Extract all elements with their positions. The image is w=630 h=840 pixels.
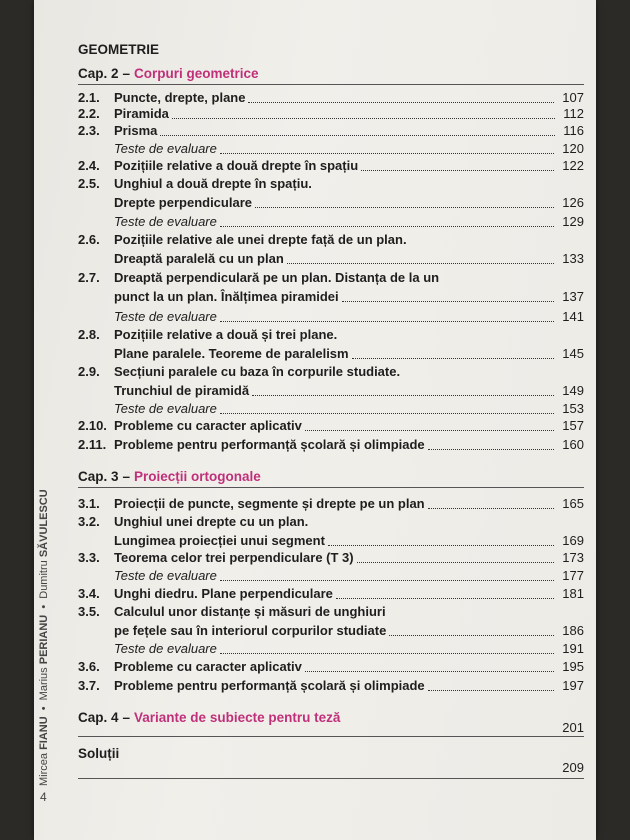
- entry-title: Prisma: [114, 123, 158, 138]
- chapter-label: Cap. 3: [78, 469, 119, 484]
- author3-last: SĂVULESCU: [38, 489, 50, 558]
- page-ref: 169: [562, 533, 584, 548]
- entry-title-cont: pe fețele sau în interiorul corpurilor studiate: [114, 623, 387, 638]
- page-ref: 165: [562, 496, 584, 511]
- leader-dots: [160, 135, 555, 136]
- chapter-dash: –: [122, 710, 131, 725]
- leader-dots: [361, 170, 554, 171]
- toc-entry-tests: [78, 141, 584, 159]
- chapter-label: Cap. 4: [78, 710, 119, 725]
- entry-title: Probleme pentru performanță școlară și olimpiade: [114, 437, 425, 452]
- toc-entry: [78, 123, 584, 141]
- leader-dots: [220, 321, 554, 322]
- entry-title: Probleme pentru performanță școlară și olimpiade: [114, 678, 425, 693]
- author1-last: FIANU: [38, 716, 50, 750]
- author3-first: Dumitru: [38, 560, 50, 599]
- toc-entry-tests: [78, 641, 584, 659]
- page-ref: 195: [562, 659, 584, 674]
- toc-entry-line1: [78, 604, 584, 622]
- leader-dots: [248, 102, 554, 103]
- author1-first: Mircea: [38, 752, 50, 786]
- chapter-title: Variante de subiecte pentru teză: [134, 710, 341, 725]
- author-spine: [38, 430, 54, 790]
- chapter-underline: [78, 84, 584, 85]
- entry-title: Dreaptă perpendiculară pe un plan. Distanța de la un: [114, 270, 440, 285]
- leader-dots: [336, 598, 554, 599]
- toc-entry: [78, 586, 584, 604]
- page-ref: 201: [562, 720, 584, 735]
- page-ref: 209: [562, 760, 584, 775]
- entry-title: Teste de evaluare: [114, 568, 217, 583]
- leader-dots: [220, 413, 554, 414]
- page-ref: 177: [562, 568, 584, 583]
- page-ref: 191: [562, 641, 584, 656]
- entry-title-cont: Dreaptă paralelă cu un plan: [114, 251, 284, 266]
- entry-title-cont: Drepte perpendiculare: [114, 195, 252, 210]
- page-ref: 112: [563, 106, 584, 121]
- solutions-page-row: [78, 760, 584, 778]
- toc-entry-line1: [78, 514, 584, 532]
- entry-number: 2.2.: [78, 106, 100, 121]
- entry-title: Calculul unor distanțe și măsuri de unghiuri: [114, 604, 386, 619]
- leader-dots: [357, 562, 554, 563]
- chapter-title: Proiecții ortogonale: [134, 469, 261, 484]
- leader-dots: [220, 226, 554, 227]
- chapter-title: Corpuri geometrice: [134, 66, 259, 81]
- toc-entry-tests: [78, 401, 584, 419]
- page-ref: 133: [562, 251, 584, 266]
- toc-entry: [78, 251, 584, 269]
- entry-title: Proiecții de puncte, segmente și drepte pe un plan: [114, 496, 425, 511]
- entry-title-cont: Trunchiul de piramidă: [114, 383, 250, 398]
- entry-title: Puncte, drepte, plane: [114, 90, 246, 105]
- entry-number: 2.6.: [78, 232, 100, 247]
- entry-number: 3.5.: [78, 604, 100, 619]
- toc-entry: [78, 533, 584, 551]
- page-ref: 126: [562, 195, 584, 210]
- page-ref: 153: [562, 401, 584, 416]
- toc-entry-tests: [78, 309, 584, 327]
- entry-title: Teste de evaluare: [114, 309, 217, 324]
- entry-title: Teste de evaluare: [114, 401, 217, 416]
- toc-entry-tests: [78, 214, 584, 232]
- page-number: 4: [40, 790, 47, 804]
- page-ref: 197: [562, 678, 584, 693]
- entry-number: 3.1.: [78, 496, 100, 511]
- page-ref: 122: [562, 158, 584, 173]
- entry-title-cont: Lungimea proiecției unui segment: [114, 533, 325, 548]
- leader-dots: [342, 301, 554, 302]
- toc-entry: [78, 550, 584, 568]
- leader-dots: [172, 118, 555, 119]
- page-ref: 137: [562, 289, 584, 304]
- page-ref: 145: [562, 346, 584, 361]
- leader-dots: [252, 395, 554, 396]
- toc-entry-tests: [78, 568, 584, 586]
- page-ref: 173: [562, 550, 584, 565]
- entry-title: Piramida: [114, 106, 169, 121]
- toc-entry: [78, 195, 584, 213]
- toc-entry: [78, 678, 584, 696]
- chapter-2-heading: [78, 66, 259, 81]
- entry-title: Pozițiile relative a două și trei plane.: [114, 327, 338, 342]
- entry-number: 3.6.: [78, 659, 100, 674]
- entry-number: 2.8.: [78, 327, 100, 342]
- entry-title: Secțiuni paralele cu baza în corpurile studiate.: [114, 364, 401, 379]
- leader-dots: [305, 671, 554, 672]
- entry-number: 2.9.: [78, 364, 100, 379]
- leader-dots: [220, 153, 554, 154]
- page-ref: 120: [562, 141, 584, 156]
- entry-title: Unghiul unei drepte cu un plan.: [114, 514, 309, 529]
- entry-number: 2.5.: [78, 176, 100, 191]
- toc-entry: [78, 383, 584, 401]
- chapter-dash: –: [122, 66, 131, 81]
- entry-number: 2.1.: [78, 90, 100, 105]
- section-title: GEOMETRIE: [78, 42, 160, 57]
- entry-number: 3.3.: [78, 550, 100, 565]
- author2-first: Marius: [38, 667, 50, 701]
- leader-dots: [220, 580, 554, 581]
- entry-title: Probleme cu caracter aplicativ: [114, 659, 302, 674]
- book-page: [34, 0, 596, 840]
- toc-entry-line1: [78, 232, 584, 250]
- entry-number: 2.4.: [78, 158, 100, 173]
- page-ref: 129: [562, 214, 584, 229]
- entry-title: Pozițiile relative a două drepte în spațiu: [114, 158, 359, 173]
- author2-last: PERIANU: [38, 614, 50, 665]
- toc-entry-line1: [78, 327, 584, 345]
- leader-dots: [220, 653, 554, 654]
- entry-number: 3.7.: [78, 678, 100, 693]
- page-ref: 149: [562, 383, 584, 398]
- entry-number: 3.2.: [78, 514, 100, 529]
- entry-title-cont: punct la un plan. Înălțimea piramidei: [114, 289, 339, 304]
- toc-entry: [78, 289, 584, 307]
- entry-number: 2.10.: [78, 418, 107, 433]
- solutions-heading: Soluții: [78, 746, 120, 761]
- entry-number: 2.11.: [78, 437, 107, 452]
- entry-title: Teste de evaluare: [114, 141, 217, 156]
- chapter-label: Cap. 2: [78, 66, 119, 81]
- entry-title: Pozițiile relative ale unei drepte față de un plan.: [114, 232, 407, 247]
- entry-title: Teste de evaluare: [114, 641, 217, 656]
- chapter-dash: –: [122, 469, 131, 484]
- page-ref: 141: [562, 309, 584, 324]
- leader-dots: [428, 449, 554, 450]
- leader-dots: [428, 508, 554, 509]
- page-ref: 160: [562, 437, 584, 452]
- toc-entry: [78, 106, 584, 124]
- leader-dots: [287, 263, 554, 264]
- entry-title: Teste de evaluare: [114, 214, 217, 229]
- entry-number: 2.7.: [78, 270, 100, 285]
- page-ref: 157: [562, 418, 584, 433]
- page-ref: 107: [562, 90, 584, 105]
- leader-dots: [305, 430, 554, 431]
- entry-title: Unghiul a două drepte în spațiu.: [114, 176, 312, 191]
- page-ref: 116: [563, 123, 584, 138]
- page-ref: 181: [562, 586, 584, 601]
- leader-dots: [328, 545, 554, 546]
- entry-title: Teorema celor trei perpendiculare (T 3): [114, 550, 354, 565]
- separator: •: [38, 604, 50, 609]
- entry-title: Probleme cu caracter aplicativ: [114, 418, 302, 433]
- entry-title-cont: Plane paralele. Teoreme de paralelism: [114, 346, 349, 361]
- entry-title: Unghi diedru. Plane perpendiculare: [114, 586, 333, 601]
- entry-number: 2.3.: [78, 123, 100, 138]
- leader-dots: [428, 690, 554, 691]
- page-ref: 186: [562, 623, 584, 638]
- toc-entry: [78, 158, 584, 176]
- toc-entry-line1: [78, 364, 584, 382]
- solutions-underline: [78, 778, 584, 779]
- toc-entry-line1: [78, 176, 584, 194]
- chapter-underline: [78, 487, 584, 488]
- leader-dots: [255, 207, 554, 208]
- toc-entry: [78, 659, 584, 677]
- chapter-3-heading: [78, 469, 261, 484]
- toc-entry-line1: [78, 270, 584, 288]
- entry-number: 3.4.: [78, 586, 100, 601]
- chapter-4-page-row: [78, 720, 584, 738]
- toc-entry: [78, 346, 584, 364]
- leader-dots: [389, 635, 554, 636]
- separator: •: [38, 706, 50, 711]
- toc-entry: [78, 418, 584, 436]
- toc-entry: [78, 623, 584, 641]
- author-names: [38, 489, 50, 786]
- toc-entry: [78, 496, 584, 514]
- toc-entry: [78, 437, 584, 455]
- leader-dots: [352, 358, 554, 359]
